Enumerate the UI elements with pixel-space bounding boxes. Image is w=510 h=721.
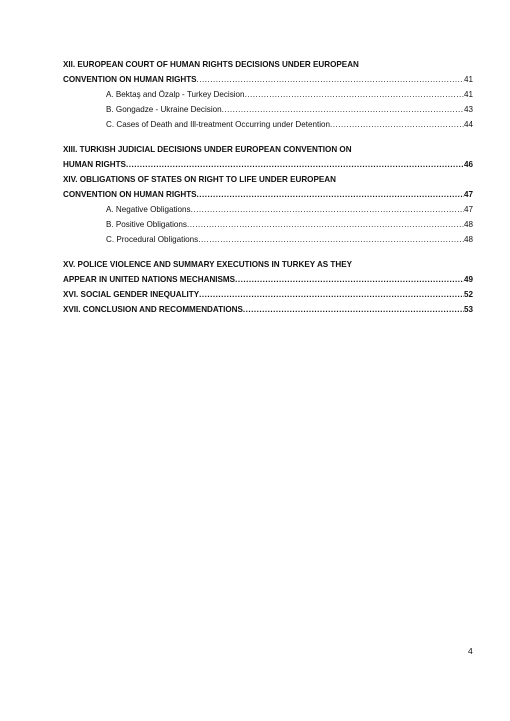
toc-subentry-title: A. Bektaş and Özalp - Turkey Decision: [106, 90, 245, 99]
toc-subentry-xiv-b[interactable]: [63, 217, 473, 232]
dot-leader: [235, 272, 464, 287]
toc-entry-title: XII. EUROPEAN COURT OF HUMAN RIGHTS DECISIONS UNDER EUROPEAN: [63, 60, 359, 69]
toc-entry-xii-line1: [63, 57, 473, 72]
toc-entry-xiv-line1: [63, 172, 473, 187]
toc-page-number: 49: [463, 275, 473, 284]
toc-entry-xvii[interactable]: [63, 302, 473, 317]
toc-entry-title: HUMAN RIGHTS: [63, 160, 126, 169]
toc-entry-xiii-line1: [63, 142, 473, 157]
dot-leader: [191, 202, 464, 217]
toc-subentry-xiv-c[interactable]: [63, 232, 473, 247]
toc-entry-title: XIII. TURKISH JUDICIAL DECISIONS UNDER EUROPEAN CONVENTION ON: [63, 145, 352, 154]
toc-subentry-xii-c[interactable]: [63, 117, 473, 132]
toc-entry-title: XVI. SOCIAL GENDER INEQUALITY: [63, 290, 200, 299]
toc-page-number: 48: [463, 220, 473, 229]
toc-subentry-title: B. Gongadze - Ukraine Decision: [106, 105, 222, 114]
dot-leader: [330, 117, 464, 132]
toc-entry-title: CONVENTION ON HUMAN RIGHTS: [63, 75, 197, 84]
toc-entry-xvi[interactable]: [63, 287, 473, 302]
toc-page-number: 44: [463, 120, 473, 129]
toc-page-number: 52: [463, 290, 473, 299]
toc-entry-title: APPEAR IN UNITED NATIONS MECHANISMS: [63, 275, 236, 284]
dot-leader: [199, 287, 464, 302]
toc-page-number: 47: [463, 205, 473, 214]
toc-entry-xiii-line2[interactable]: [63, 157, 473, 172]
toc-entry-xv-line2[interactable]: [63, 272, 473, 287]
toc-entry-xiv-line2[interactable]: [63, 187, 473, 202]
toc-entry-xii-line2[interactable]: [63, 72, 473, 87]
toc-page-number: 47: [463, 190, 473, 199]
dot-leader: [197, 187, 464, 202]
toc-page-number: 41: [463, 75, 473, 84]
toc-subentry-title: A. Negative Obligations: [106, 205, 191, 214]
toc-entry-title: XIV. OBLIGATIONS OF STATES ON RIGHT TO LIFE UNDER EUROPEAN: [63, 175, 336, 184]
dot-leader: [198, 232, 464, 247]
toc-entry-title: CONVENTION ON HUMAN RIGHTS: [63, 190, 197, 199]
toc-page-number: 46: [463, 160, 473, 169]
toc-page-number: 41: [463, 90, 473, 99]
toc-entry-title: XV. POLICE VIOLENCE AND SUMMARY EXECUTIONS IN TURKEY AS THEY: [63, 260, 353, 269]
toc-subentry-xii-a[interactable]: [63, 87, 473, 102]
table-of-contents: [63, 57, 473, 317]
dot-leader: [197, 72, 464, 87]
toc-page-number: 43: [463, 105, 473, 114]
dot-leader: [187, 217, 464, 232]
toc-entry-xv-line1: [63, 257, 473, 272]
toc-page-number: 53: [463, 305, 473, 314]
toc-subentry-title: C. Cases of Death and Ill-treatment Occurring under Detention: [106, 120, 331, 129]
toc-subentry-xii-b[interactable]: [63, 102, 473, 117]
dot-leader: [243, 302, 464, 317]
spacer: [63, 132, 473, 142]
dot-leader: [245, 87, 464, 102]
toc-page-number: 48: [463, 235, 473, 244]
dot-leader: [222, 102, 464, 117]
page-number: 4: [468, 646, 473, 656]
toc-subentry-title: C. Procedural Obligations: [106, 235, 199, 244]
toc-entry-title: XVII. CONCLUSION AND RECOMMENDATIONS: [63, 305, 243, 314]
dot-leader: [126, 157, 464, 172]
toc-subentry-xiv-a[interactable]: [63, 202, 473, 217]
spacer: [63, 247, 473, 257]
toc-subentry-title: B. Positive Obligations: [106, 220, 187, 229]
